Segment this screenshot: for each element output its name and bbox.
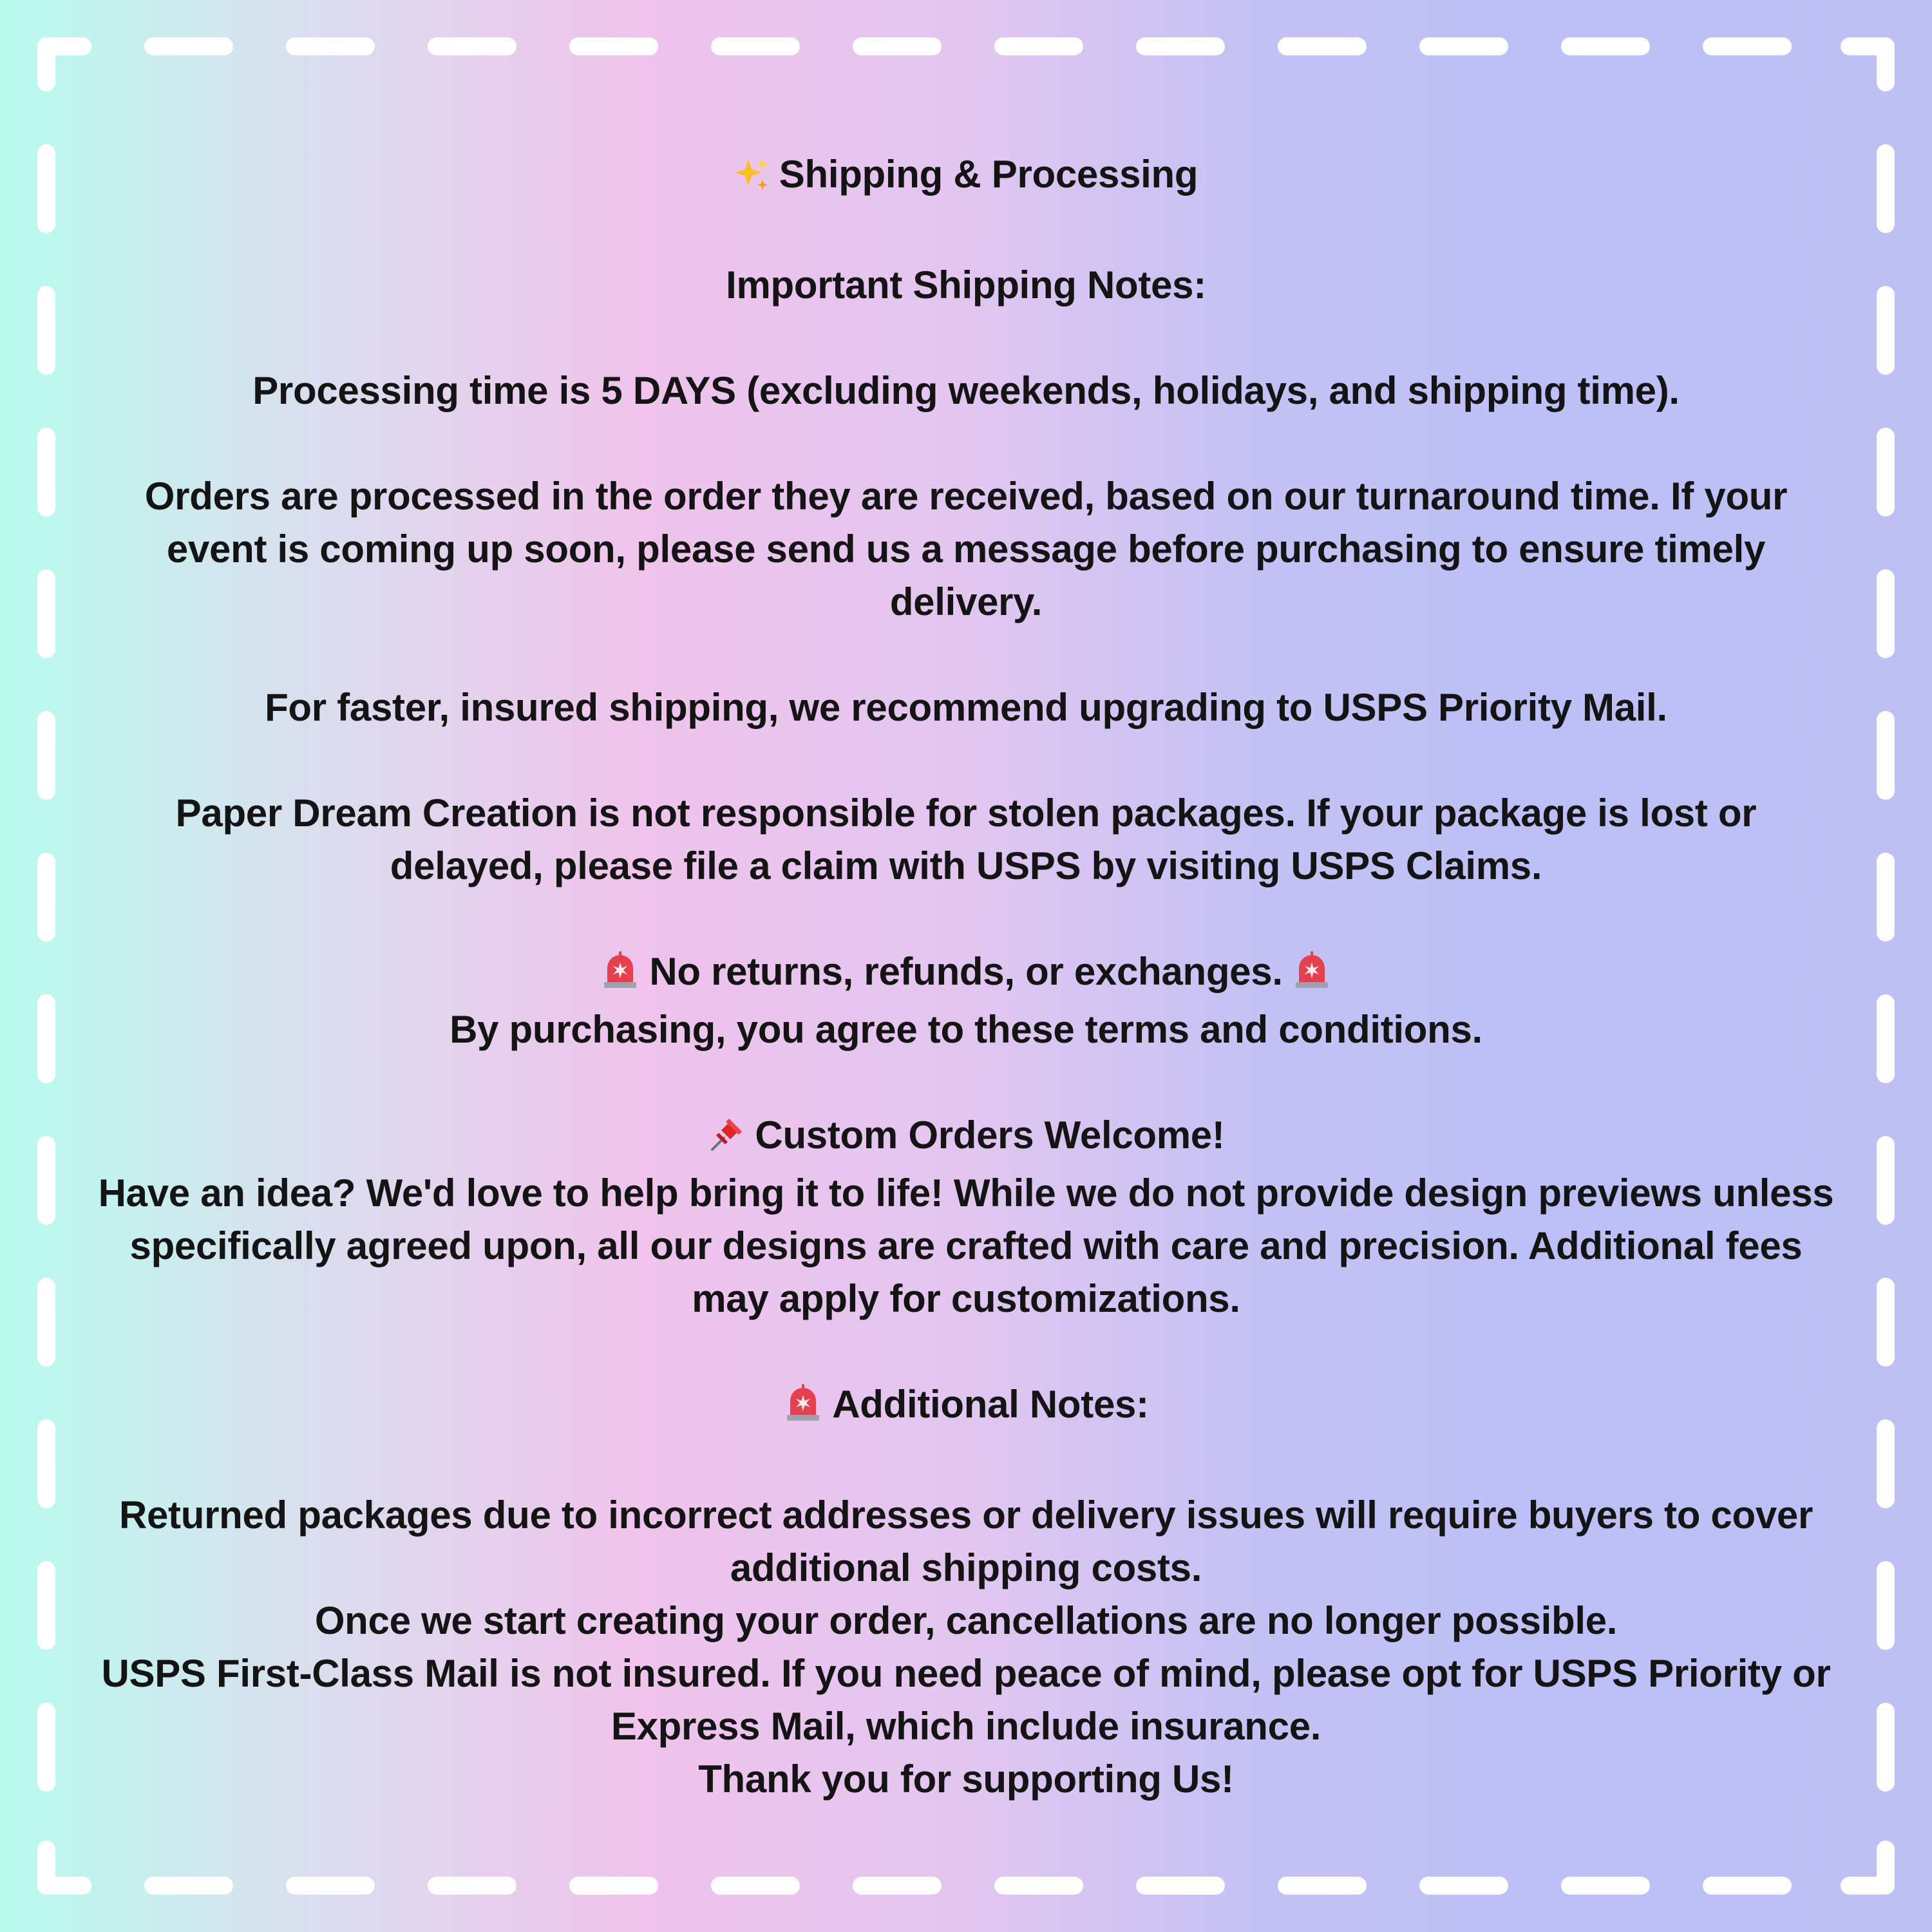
frame-corner-top-right [1850,46,1886,82]
no-returns-line [97,945,1835,1003]
pushpin-icon [707,1114,746,1167]
shipping-policy-text [97,148,1835,1806]
siren-icon [600,950,640,1003]
cancellations-note: Once we start creating your order, cancellations are no longer possible. [314,1599,1618,1642]
priority-mail-note: For faster, insured shipping, we recommend upgrading to USPS Priority Mail. [265,686,1667,729]
returned-packages-note: Returned packages due to incorrect addresses or delivery issues will require buyers to cover additional shipping costs. [118,1493,1814,1589]
sparkles-icon [734,153,770,206]
processing-time-note: Processing time is 5 DAYS (excluding weekends, holidays, and shipping time). [252,369,1680,412]
siren-icon [1292,950,1332,1003]
policy-title: Shipping & Processing [779,153,1198,196]
custom-orders-headline: Custom Orders Welcome! [755,1113,1225,1157]
terms-agreement: By purchasing, you agree to these terms and conditions. [450,1008,1482,1051]
additional-notes-line [97,1378,1835,1436]
custom-orders-line [97,1109,1835,1167]
important-notes-heading: Important Shipping Notes: [726,263,1206,307]
additional-notes-heading: Additional Notes: [832,1383,1149,1426]
frame-corner-bottom-left [46,1850,82,1886]
order-processing-note: Orders are processed in the order they are received, based on our turnaround time. If your event is coming up soon, please send us a message before purchasing to ensure timely delivery. [144,475,1788,623]
no-returns-headline: No returns, refunds, or exchanges. [649,950,1283,993]
frame-corner-bottom-right [1850,1850,1886,1886]
custom-orders-body: Have an idea? We'd love to help bring it to life! While we do not provide design previews unless specifically agreed upon, all our designs are crafted with care and precision. Additional fees may apply for customizations. [98,1171,1834,1320]
first-class-mail-note: USPS First-Class Mail is not insured. If you need peace of mind, please opt for USPS Priority or Express Mail, which include insurance. [101,1652,1831,1748]
siren-icon [783,1383,823,1436]
stolen-packages-note: Paper Dream Creation is not responsible for stolen packages. If your package is lost or delayed, please file a claim with USPS by visiting USPS Claims. [175,791,1757,887]
thank-you-note: Thank you for supporting Us! [698,1757,1234,1801]
frame-corner-top-left [46,46,82,82]
policy-title-line [97,148,1835,206]
